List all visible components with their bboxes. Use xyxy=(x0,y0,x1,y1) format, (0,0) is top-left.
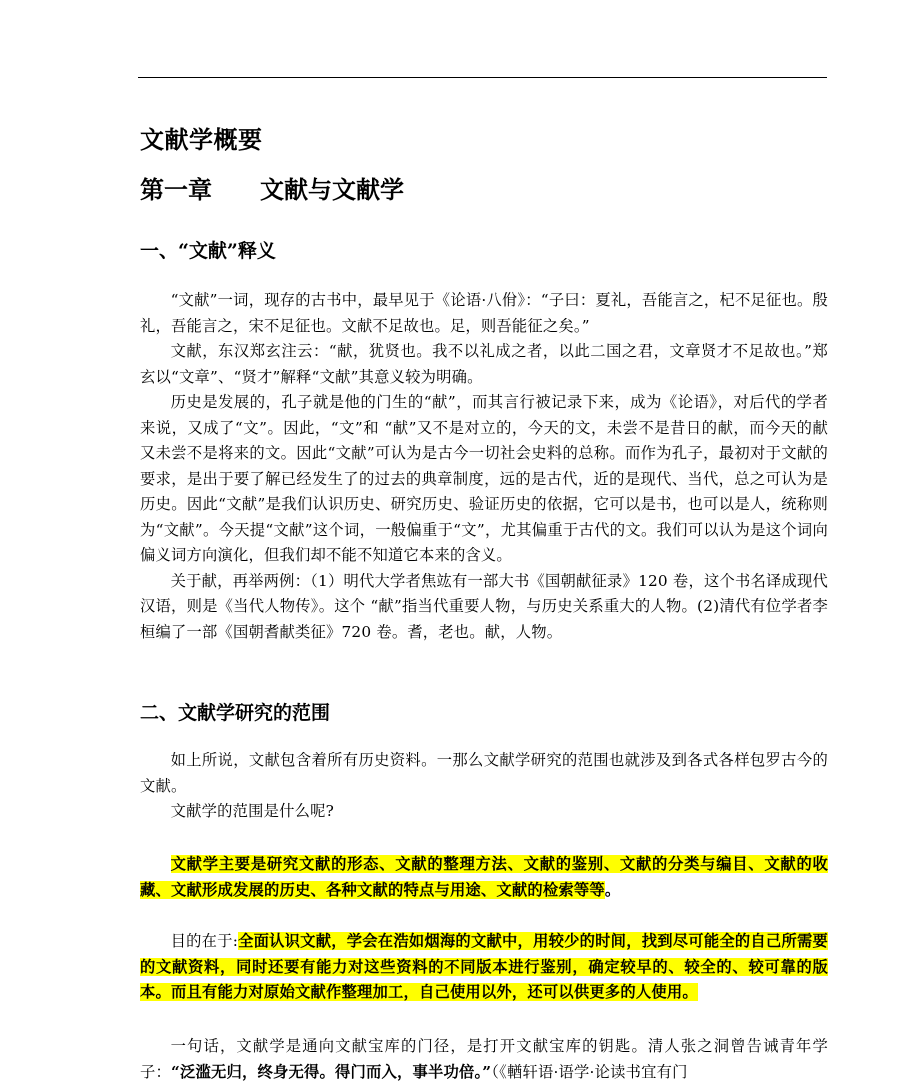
last-para-start: 一句话，文献学是通向文献宝库的门径，是打开文献宝库的钥匙。清人张之洞曾告诫青年学子： xyxy=(140,1037,828,1081)
quote-bold: “泛滥无归，终身无得。得门而入，事半功倍。” xyxy=(171,1062,492,1081)
paragraph: 历史是发展的，孔子就是他的门生的“献”，而其言行被记录下来，成为《论语》，对后代的学者来说，又成了“文”。因此，“文”和 “献”又不是对立的，今天的文，未尝不是昔日的献，而今天的献又未尝不是将来的文。因此“文献”可认为是古今一切社会史料的总称。而作为孔子，最初对于文献的要求，是出于要了解已经发生了的过去的典章制度，远的是古代，近的是现代、当代，总之可认为是历史。因此“文献”是我们认识历史、研究历史、验证历史的依据，它可以是书，也可以是人，统称则为“文献”。今天提“文献”这个词，一般偏重于“文”，尤其偏重于古代的文。我们可以认为是这个词向偏义词方向演化，但我们却不能不知道它本来的含义。 xyxy=(140,393,828,564)
highlighted-text: 文献学主要是研究文献的形态、文献的整理方法、文献的鉴别、文献的分类与编目、文献的收藏、文献形成发展的历史、各种文献的特点与用途、文献的检索等等 xyxy=(140,855,828,899)
chapter-heading xyxy=(140,170,828,205)
document-title: 文献学概要 xyxy=(140,125,263,154)
header-rule xyxy=(138,77,827,78)
section-heading-1: 一、“文献”释义 xyxy=(140,240,276,262)
paragraph: “文献”一词，现存的古书中，最早见于《论语·八佾》：“子曰：夏礼，吾能言之，杞不足征也。殷礼，吾能言之，宋不足征也。文献不足故也。足，则吾能征之矣。” xyxy=(140,291,828,335)
paragraph: 文献学的范围是什么呢? xyxy=(170,802,334,820)
purpose-paragraph xyxy=(140,929,828,1006)
last-paragraph xyxy=(140,1034,828,1085)
paragraph: 如上所说，文献包含着所有历史资料。一那么文献学研究的范围也就涉及到各式各样包罗古今的文献。 xyxy=(140,751,828,795)
paragraph: 关于献，再举两例：（1）明代大学者焦竑有一部大书《国朝献征录》120 卷，这个书名译成现代汉语，则是《当代人物传》。这个 “献”指当代重要人物，与历史关系重大的人物。(2)清代有位学者李桓编了一部《国朝耆献类征》720 卷。耆，老也。献，人物。 xyxy=(140,571,828,641)
highlighted-text: 全面认识文献，学会在浩如烟海的文献中，用较少的时间，找到尽可能全的自己所需要的文献资料，同时还要有能力对这些资料的不同版本进行鉴别，确定较早的、较全的、较可靠的版本。而且有能力对原始文献作整理加工，自己使用以外，还可以供更多的人使用。 xyxy=(140,932,828,1001)
last-para-end: （《輶轩语·语学·论读书宜有门 xyxy=(491,1062,688,1081)
section-2-body xyxy=(140,748,828,825)
chapter-label: 第一章 xyxy=(140,175,212,204)
paragraph: 文献，东汉郑玄注云：“献，犹贤也。我不以礼成之者，以此二国之君，文章贤才不足故也。”郑玄以“文章”、“贤才”解释“文献”其意义较为明确。 xyxy=(140,342,828,386)
paragraph-end: 。 xyxy=(604,880,621,899)
chapter-title: 文献与文献学 xyxy=(260,175,404,204)
purpose-prefix: 目的在于: xyxy=(170,932,239,950)
section-heading-2: 二、文献学研究的范围 xyxy=(140,702,331,724)
highlighted-definition xyxy=(140,852,828,903)
section-1-body xyxy=(140,288,828,645)
